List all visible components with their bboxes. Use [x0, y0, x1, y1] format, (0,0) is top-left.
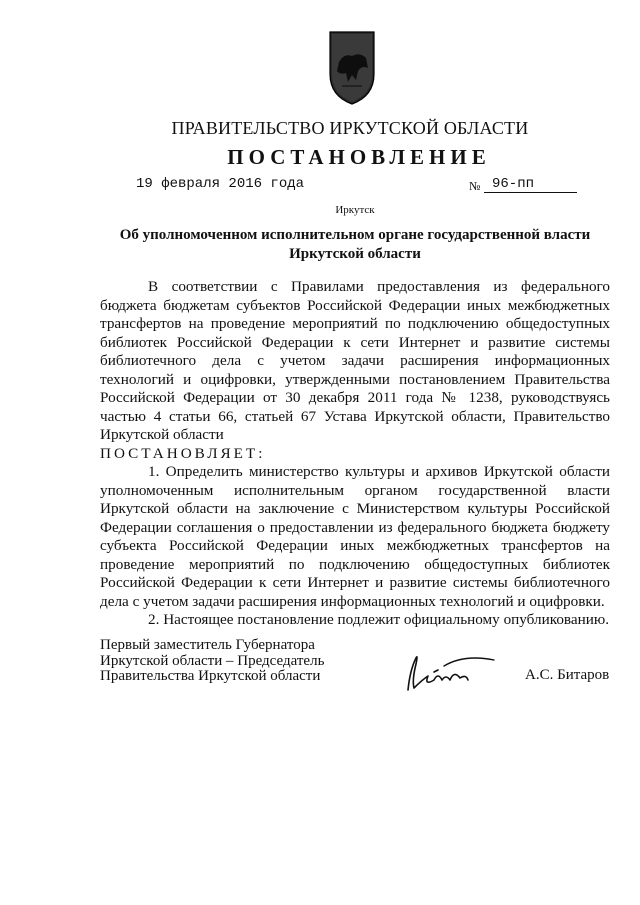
position-line-1: Первый заместитель Губернатора	[100, 637, 315, 653]
number-label: №	[469, 179, 481, 193]
position-line-2: Иркутской области – Председатель	[100, 652, 325, 669]
handwritten-signature	[404, 650, 504, 694]
document-body	[100, 278, 610, 630]
organization-name: ПРАВИТЕЛЬСТВО ИРКУТСКОЙ ОБЛАСТИ	[171, 118, 529, 138]
signatory-position	[100, 638, 360, 685]
document-title: Об уполномоченном исполнительном органе государственной власти Иркутской области	[119, 227, 591, 262]
signatory-name: А.С. Битаров	[525, 667, 610, 683]
document-type: ПОСТАНОВЛЕНИЕ	[227, 145, 491, 169]
clause-1: 1. Определить министерство культуры и архивов Иркутской области уполномоченным исполнительным органом государственной власти Иркутской области на заключение с Министерством культуры Российской Федерации соглашения о предоставлении из федерального бюджета бюджету субъекта Российской Федерации иных межбюджетных трансфертов на проведение мероприятий по подключению общедоступных библиотек Российской Федерации к сети Интернет и развитие системы библиотечного дела с учетом задачи расширения информационных технологий и оцифровки.	[100, 463, 610, 610]
document-number: 96-пп	[484, 176, 577, 193]
clause-2: 2. Настоящее постановление подлежит официальному опубликованию.	[148, 611, 610, 628]
resolves-heading: ПОСТАНОВЛЯЕТ:	[100, 444, 266, 462]
city-name: Иркутск	[335, 204, 375, 216]
position-line-3: Правительства Иркутской области	[100, 668, 321, 684]
document-date: 19 февраля 2016 года	[136, 176, 305, 192]
coat-of-arms-emblem	[322, 28, 382, 108]
preamble-paragraph: В соответствии с Правилами предоставления из федерального бюджета бюджетам субъектов Российской Федерации иных межбюджетных трансфертов на проведение мероприятий по подключению общедоступных библиотек Российской Федерации к сети Интернет и развитие системы библиотечного дела с учетом задачи расширения информационных технологий и оцифровки, утвержденными постановлением Правительства Российской Федерации от 30 декабря 2011 года № 1238, руководствуясь частью 4 статьи 66, статьей 67 Устава Иркутской области, Правительство Иркутской области	[100, 278, 610, 443]
